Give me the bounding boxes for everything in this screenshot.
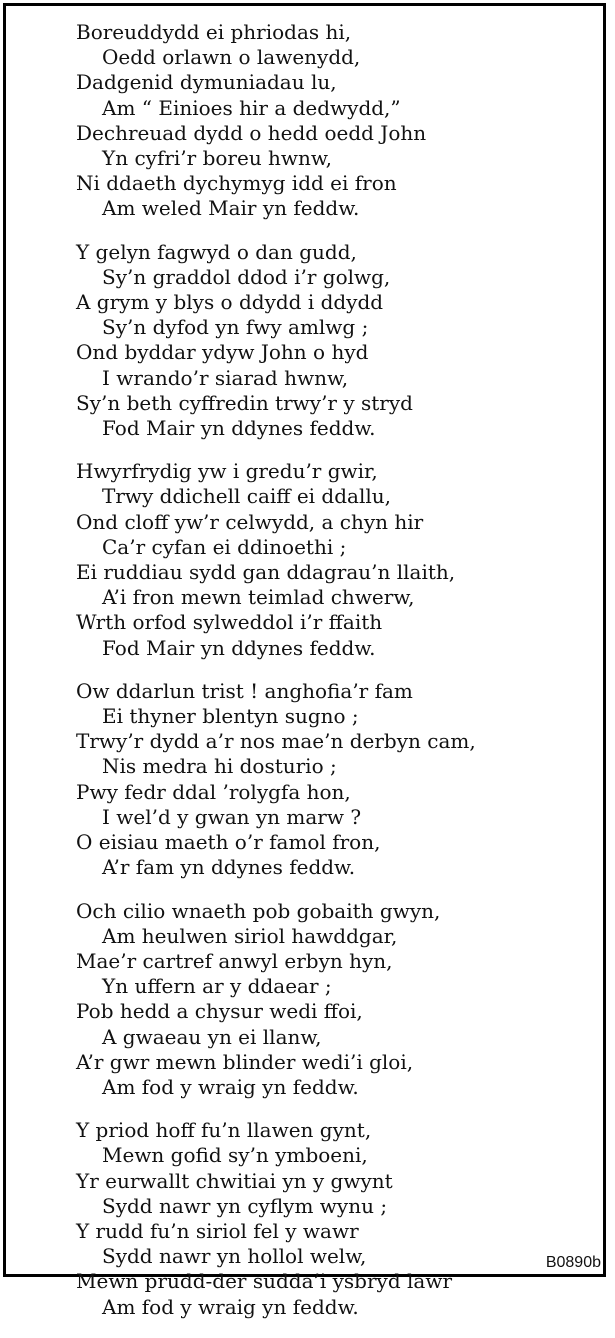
verse-line: Am heulwen siriol hawddgar, <box>102 923 398 948</box>
verse-line: Sydd nawr yn cyflym wynu ; <box>102 1193 388 1218</box>
verse-line: Ei ruddiau sydd gan ddagrau’n llaith, <box>76 560 456 585</box>
verse-line: I wel’d y gwan yn marw ? <box>102 804 362 829</box>
verse-line: Boreuddydd ei phriodas hi, <box>76 20 352 44</box>
stanza <box>76 20 596 222</box>
verse-line: A gwaeau yn ei llanw, <box>102 1024 322 1049</box>
verse-line: Y gelyn fagwyd o dan gudd, <box>76 239 357 264</box>
verse-line: Trwy ddichell caiff ei ddallu, <box>102 484 391 509</box>
verse-line: Am fod y wraig yn feddw. <box>102 1294 359 1319</box>
verse-line: Ni ddaeth dychymyg idd ei fron <box>76 171 397 196</box>
stanza <box>76 459 596 661</box>
verse-line: Yn cyfri’r boreu hwnw, <box>102 146 333 171</box>
verse-line: A’i fron mewn teimlad chwerw, <box>102 585 415 610</box>
verse-line: Ond byddar ydyw John o hyd <box>76 340 369 365</box>
verse-line: Am “ Einioes hir a dedwydd,” <box>102 95 401 120</box>
verse-line: Yr eurwallt chwitiai yn y gwynt <box>76 1168 393 1193</box>
reference-code: B0890b <box>545 1254 601 1271</box>
verse-line: Yn uffern ar y ddaear ; <box>102 974 332 999</box>
verse-line: Am fod y wraig yn feddw. <box>102 1074 359 1099</box>
verse-line: A’r gwr mewn blinder wedi’i gloi, <box>76 1049 414 1074</box>
verse-line: Am weled Mair yn feddw. <box>102 196 360 221</box>
verse-line: Dechreuad dydd o hedd oedd John <box>76 120 427 145</box>
verse-line: I wrando’r siarad hwnw, <box>102 365 349 390</box>
verse-line: Pob hedd a chysur wedi ffoi, <box>76 999 363 1024</box>
stanza <box>76 1118 596 1320</box>
verse-line: Oedd orlawn o lawenydd, <box>102 45 361 70</box>
stanza <box>76 240 596 442</box>
verse-line: Fod Mair yn ddynes feddw. <box>102 416 376 441</box>
verse-line: Och cilio wnaeth pob gobaith gwyn, <box>76 898 441 923</box>
verse-line: Nis medra hi dosturio ; <box>102 754 337 779</box>
verse-line: Ca’r cyfan ei ddinoethi ; <box>102 534 347 559</box>
verse-line: A grym y blys o ddydd i ddydd <box>76 290 384 315</box>
verse-line: Mewn gofid sy’n ymboeni, <box>102 1143 368 1168</box>
verse-line: Dadgenid dymuniadau lu, <box>76 70 337 95</box>
verse-line: Mewn prudd-der sudda’i ysbryd lawr <box>76 1269 453 1294</box>
stanza <box>76 899 596 1101</box>
verse-line: Sy’n dyfod yn fwy amlwg ; <box>102 315 369 340</box>
verse-line: Ow ddarlun trist ! anghofia’r fam <box>76 678 413 703</box>
verse-line: Ei thyner blentyn sugno ; <box>102 704 359 729</box>
verse-line: Fod Mair yn ddynes feddw. <box>102 635 376 660</box>
verse-line: O eisiau maeth o’r famol fron, <box>76 830 381 855</box>
verse-line: Mae’r cartref anwyl erbyn hyn, <box>76 948 393 973</box>
verse-line: Y priod hoff fu’n llawen gynt, <box>76 1118 372 1143</box>
verse-line: Sydd nawr yn hollol welw, <box>102 1244 367 1269</box>
verse-line: Ond cloff yw’r celwydd, a chyn hir <box>76 509 424 534</box>
verse-line: Wrth orfod sylweddol i’r ffaith <box>76 610 383 635</box>
verse-line: Hwyrfrydig yw i gredu’r gwir, <box>76 459 378 484</box>
verse-line: Trwy’r dydd a’r nos mae’n derbyn cam, <box>76 729 476 754</box>
verse-line: Sy’n beth cyffredin trwy’r y stryd <box>76 390 413 415</box>
poem <box>76 20 596 1338</box>
verse-line: Pwy fedr ddal ’rolygfa hon, <box>76 779 351 804</box>
verse-line: A’r fam yn ddynes feddw. <box>102 855 356 880</box>
verse-line: Y rudd fu’n siriol fel y wawr <box>76 1218 359 1243</box>
stanza <box>76 679 596 881</box>
verse-line: Sy’n graddol ddod i’r golwg, <box>102 264 391 289</box>
